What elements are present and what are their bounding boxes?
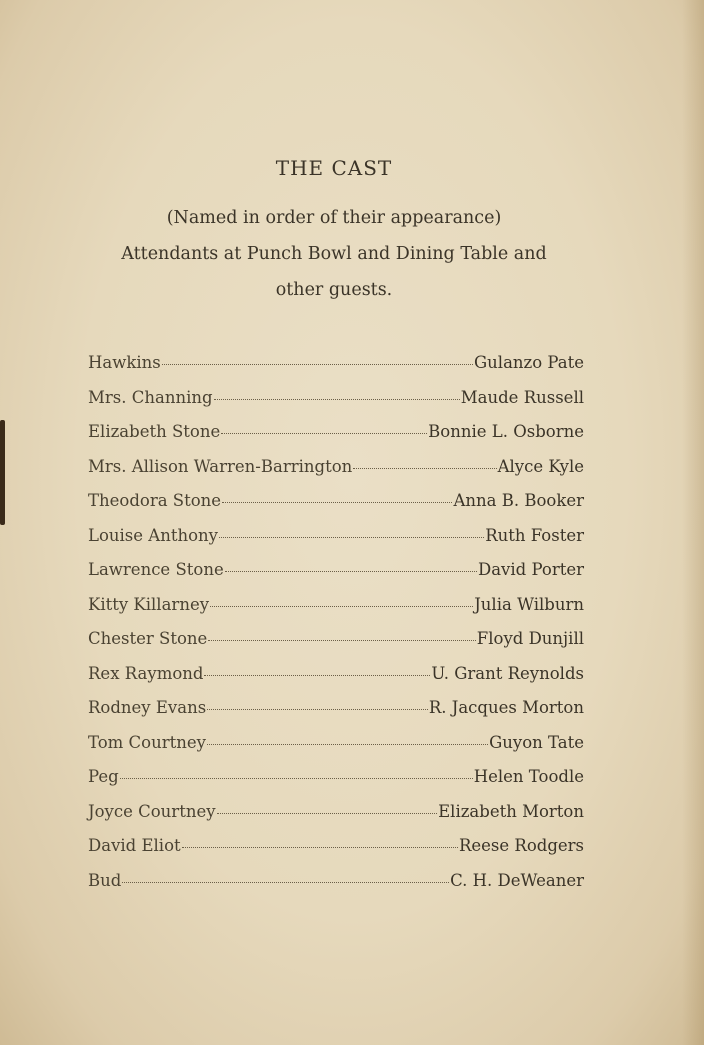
cast-entry <box>88 733 584 768</box>
cast-entry <box>88 353 584 388</box>
actor-name: Alyce Kyle <box>497 456 584 476</box>
role-name: Louise Anthony <box>88 525 218 545</box>
actor-name: Maude Russell <box>460 387 584 407</box>
actor-name: Reese Rodgers <box>458 836 584 855</box>
actor-name: Bonnie L. Osborne <box>428 422 584 441</box>
role-name: Joyce Courtney <box>88 801 216 821</box>
dot-leader <box>120 778 473 779</box>
role-name: Kitty Killarney <box>88 594 210 614</box>
role-name: Lawrence Stone <box>88 560 224 579</box>
actor-name: Gulanzo Pate <box>473 353 584 372</box>
dot-leader <box>210 606 473 607</box>
actor-name: Helen Toodle <box>473 767 584 786</box>
role-name: Tom Courtney <box>88 732 206 752</box>
role-name: Mrs. Channing <box>88 387 213 407</box>
role-name: Rex Raymond <box>88 663 204 683</box>
cast-entry <box>88 836 584 871</box>
cast-entry <box>88 560 584 595</box>
actor-name: Guyon Tate <box>489 732 584 752</box>
role-name: Chester Stone <box>88 629 208 648</box>
role-name: Elizabeth Stone <box>88 422 221 441</box>
actor-name: Floyd Dunjill <box>476 629 584 648</box>
cast-entry <box>88 664 584 699</box>
actor-name: Julia Wilburn <box>474 594 584 614</box>
dot-leader <box>353 468 496 469</box>
actor-name: David Porter <box>477 560 584 579</box>
dot-leader <box>222 502 452 503</box>
actor-name: U. Grant Reynolds <box>431 663 584 683</box>
subtitle-line: (Named in order of their appearance) <box>166 208 502 228</box>
dot-leader <box>207 709 428 710</box>
cast-entry <box>88 422 584 457</box>
page-title: THE CAST <box>275 156 393 180</box>
cast-entry <box>88 698 584 733</box>
cast-subtitle <box>40 200 628 308</box>
cast-entry <box>88 629 584 664</box>
subtitle-line: other guests. <box>275 280 393 300</box>
cast-entry <box>88 767 584 802</box>
role-name: Bud <box>88 870 122 890</box>
dot-leader <box>221 433 427 434</box>
role-name: Mrs. Allison Warren-Barrington <box>88 456 353 476</box>
role-name: David Eliot <box>88 836 181 855</box>
cast-entry <box>88 457 584 492</box>
actor-name: C. H. DeWeaner <box>450 870 584 890</box>
cast-entry <box>88 871 584 906</box>
actor-name: R. Jacques Morton <box>428 698 584 717</box>
role-name: Theodora Stone <box>88 491 222 510</box>
dot-leader <box>182 847 458 848</box>
dot-leader <box>208 640 476 641</box>
subtitle-line: Attendants at Punch Bowl and Dining Table and <box>121 244 547 264</box>
dot-leader <box>122 882 449 883</box>
actor-name: Anna B. Booker <box>453 491 584 510</box>
role-name: Peg <box>88 767 119 786</box>
dot-leader <box>219 537 484 538</box>
dot-leader <box>217 813 438 814</box>
actor-name: Elizabeth Morton <box>438 801 584 821</box>
cast-entry <box>88 526 584 561</box>
dot-leader <box>207 744 488 745</box>
dot-leader <box>162 364 473 365</box>
cast-entry <box>88 802 584 837</box>
cast-list <box>88 353 584 905</box>
dot-leader <box>225 571 477 572</box>
actor-name: Ruth Foster <box>485 525 584 545</box>
role-name: Hawkins <box>88 353 161 372</box>
cast-entry <box>88 491 584 526</box>
role-name: Rodney Evans <box>88 698 207 717</box>
cast-entry <box>88 388 584 423</box>
binding-mark <box>0 420 5 525</box>
cast-entry <box>88 595 584 630</box>
dot-leader <box>204 675 430 676</box>
dot-leader <box>214 399 460 400</box>
